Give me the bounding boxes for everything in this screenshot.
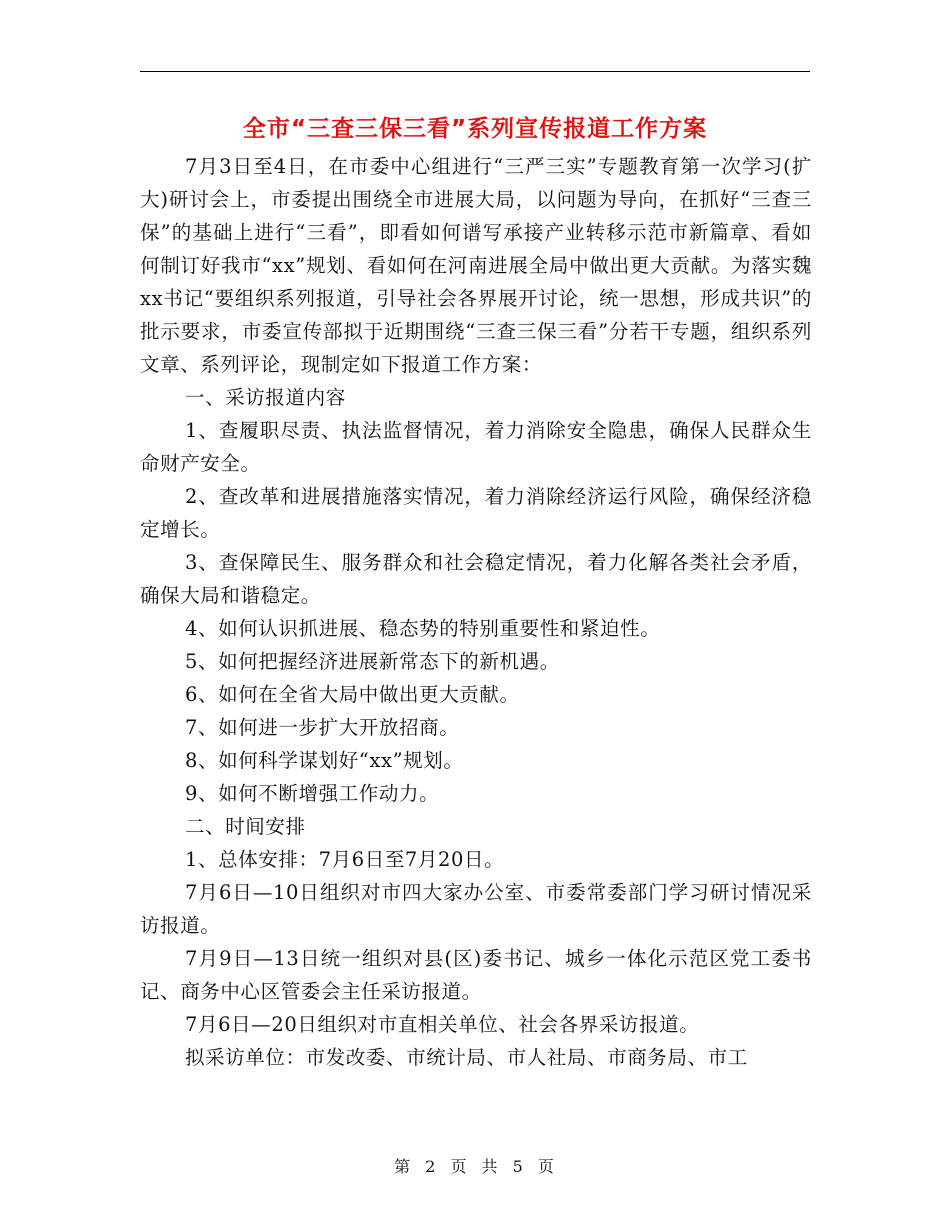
schedule-paragraph: 7月6日—20日组织对市直相关单位、社会各界采访报道。 xyxy=(185,1013,700,1036)
section-heading-1: 一、采访报道内容 xyxy=(185,386,346,409)
schedule-paragraph: 拟采访单位：市发改委、市统计局、市人社局、市商务局、市工 xyxy=(185,1046,748,1069)
list-item: 6、如何在全省大局中做出更大贡献。 xyxy=(185,683,520,706)
document-body xyxy=(140,150,812,1074)
list-item: 7、如何进一步扩大开放招商。 xyxy=(185,716,460,739)
schedule-paragraph: 7月9日—13日统一组织对县(区)委书记、城乡一体化示范区党工委书记、商务中心区管委会主任采访报道。 xyxy=(140,947,812,1003)
list-item: 8、如何科学谋划好“xx”规划。 xyxy=(185,749,464,772)
page-number-footer: 第 2 页 共 5 页 xyxy=(394,1157,556,1176)
schedule-paragraph: 7月6日—10日组织对市四大家办公室、市委常委部门学习研讨情况采访报道。 xyxy=(140,881,812,937)
list-item: 1、总体安排：7月6日至7月20日。 xyxy=(185,848,505,871)
paragraph-intro: 7月3日至4日，在市委中心组进行“三严三实”专题教育第一次学习(扩大)研讨会上，市委提出围绕全市进展大局，以问题为导向，在抓好“三查三保”的基础上进行“三看”，即看如何谱写承接产业转移示范市新篇章、看如何制订好我市“xx”规划、看如何在河南进展全局中做出更大贡献。为落实魏xx书记“要组织系列报道，引导社会各界展开讨论，统一思想，形成共识”的批示要求，市委宣传部拟于近期围绕“三查三保三看”分若干专题，组织系列文章、系列评论，现制定如下报道工作方案： xyxy=(140,155,812,376)
section-heading-2: 二、时间安排 xyxy=(185,815,306,838)
list-item: 4、如何认识抓进展、稳态势的特别重要性和紧迫性。 xyxy=(185,617,661,640)
list-item: 3、查保障民生、服务群众和社会稳定情况，着力化解各类社会矛盾，确保大局和谐稳定。 xyxy=(140,551,812,607)
document-title: 全市“三查三保三看”系列宣传报道工作方案 xyxy=(242,116,708,142)
list-item: 2、查改革和进展措施落实情况，着力消除经济运行风险，确保经济稳定增长。 xyxy=(140,485,812,541)
header-rule xyxy=(140,71,810,72)
list-item: 1、查履职尽责、执法监督情况，着力消除安全隐患，确保人民群众生命财产安全。 xyxy=(140,419,812,475)
list-item: 9、如何不断增强工作动力。 xyxy=(185,782,440,805)
list-item: 5、如何把握经济进展新常态下的新机遇。 xyxy=(185,650,560,673)
